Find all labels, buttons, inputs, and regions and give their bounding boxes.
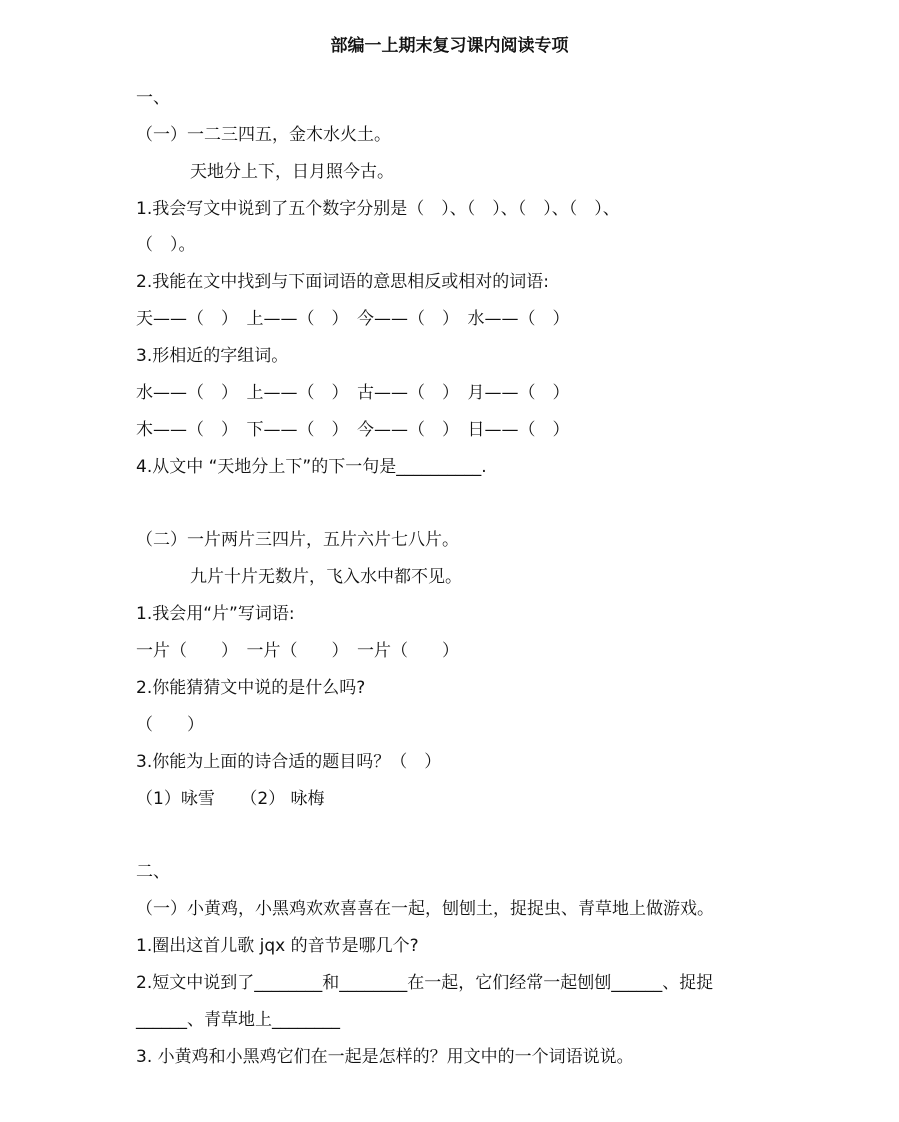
question-3-2-line-2: ______、青草地上________ [136,1010,340,1030]
question-1-1-line-2: （ ）。 [136,235,196,255]
question-1-3-row-2: 木——（ ） 下——（ ） 今——（ ） 日——（ ） [136,420,570,440]
poem-2-line-2: 九片十片无数片，飞入水中都不见。 [190,567,462,587]
section-heading-1: 一、 [136,88,170,108]
question-3-3: 3. 小黄鸡和小黑鸡它们在一起是怎样的？用文中的一个词语说说。 [136,1047,634,1067]
question-2-3: 3.你能为上面的诗合适的题目吗？（ ） [136,752,442,772]
passage-3: （一）小黄鸡，小黑鸡欢欢喜喜在一起，刨刨土，捉捉虫、青草地上做游戏。 [136,899,714,919]
question-1-3: 3.形相近的字组词。 [136,346,289,366]
question-1-3-row-1: 水——（ ） 上——（ ） 古——（ ） 月——（ ） [136,383,570,403]
question-2-1-items: 一片（ ） 一片（ ） 一片（ ） [136,641,459,661]
question-2-3-options: （1）咏雪 （2） 咏梅 [136,789,325,809]
question-1-4: 4.从文中 “天地分上下”的下一句是__________. [136,457,487,477]
question-2-1: 1.我会用“片”写词语: [136,604,295,624]
question-1-2: 2.我能在文中找到与下面词语的意思相反或相对的词语: [136,272,549,292]
poem-1-line-1: （一）一二三四五，金木水火土。 [136,125,391,145]
question-1-1-line-1: 1.我会写文中说到了五个数字分别是（ ）、（ ）、（ ）、（ ）、 [136,199,620,219]
page-title: 部编一上期末复习课内阅读专项 [330,36,569,56]
question-2-2-blank: （ ） [136,715,204,735]
question-3-2-line-1: 2.短文中说到了________和________在一起，它们经常一起刨刨______、捉捉 [136,973,714,993]
question-2-2: 2.你能猜猜文中说的是什么吗? [136,678,366,698]
poem-1-line-2: 天地分上下，日月照今古。 [190,162,394,182]
question-3-1: 1.圈出这首儿歌 jqx 的音节是哪几个? [136,936,419,956]
question-1-2-items: 天——（ ） 上——（ ） 今——（ ） 水——（ ） [136,309,570,329]
section-heading-2: 二、 [136,862,170,882]
poem-2-line-1: （二）一片两片三四片，五片六片七八片。 [136,530,459,550]
